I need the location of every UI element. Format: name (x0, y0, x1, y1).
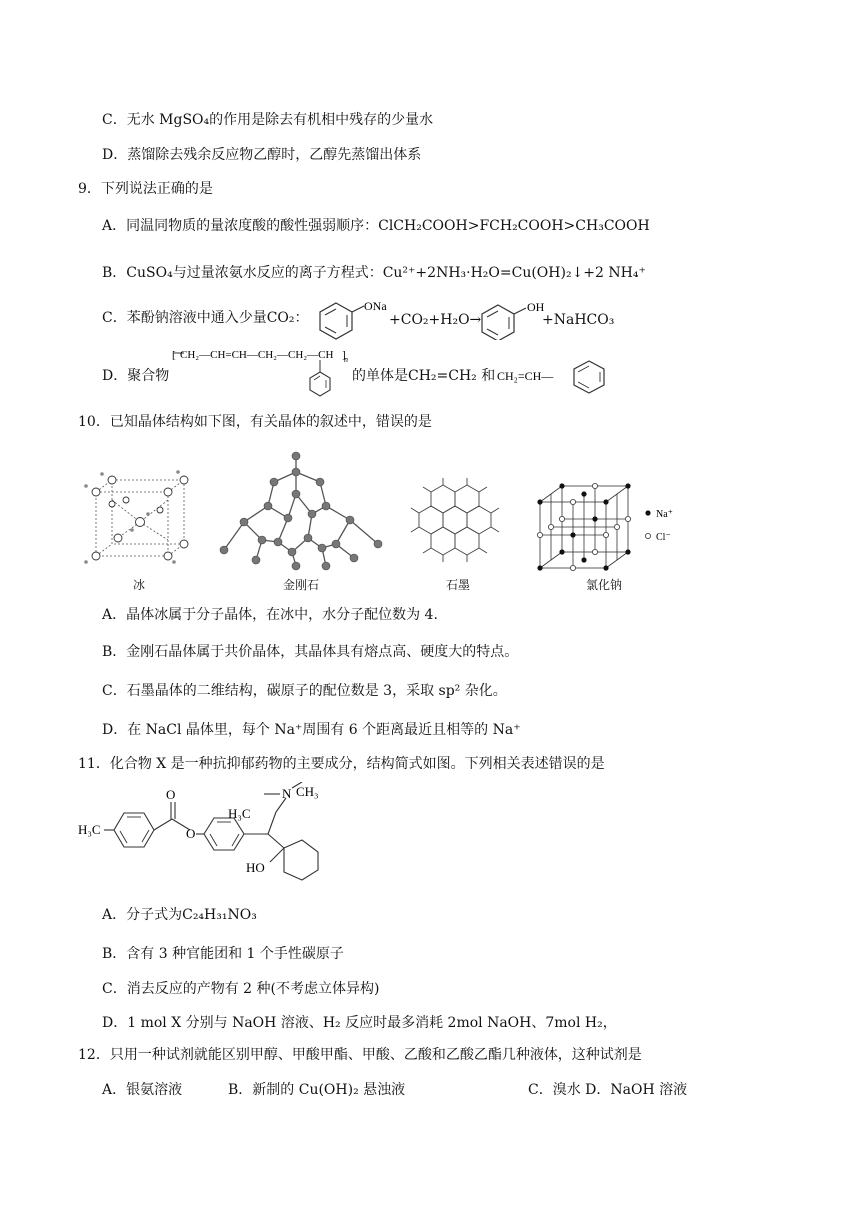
q11-option-c: C．消去反应的产物有 2 种(不考虑立体异构) (102, 981, 380, 997)
svg-text:O: O (166, 787, 176, 802)
q11-stem: 11．化合物 X 是一种抗抑郁药物的主要成分，结构简式如图。下列相关表述错误的是 (78, 756, 605, 772)
svg-text:n: n (344, 355, 348, 364)
svg-text:Na⁺: Na⁺ (656, 509, 673, 520)
caption-ice: 冰 (133, 578, 146, 592)
nacl-crystal-figure (532, 480, 682, 575)
q10-option-d: D．在 NaCl 晶体里，每个 Na⁺周围有 6 个距离最近且相等的 Na⁺ (102, 722, 521, 738)
q9-option-c-middle: +CO₂+H₂O→ (389, 312, 482, 328)
svg-text:[: [ (172, 349, 176, 361)
q11-option-d: D．1 mol X 分别与 NaOH 溶液、H₂ 反应时最多消耗 2mol NaOH、7mol H₂， (102, 1015, 617, 1031)
q12-option-c-d: C．溴水 D．NaOH 溶液 (528, 1082, 688, 1098)
svg-text:ONa: ONa (364, 299, 387, 313)
q9-option-c-label: C．苯酚钠溶液中通入少量CO₂： (102, 310, 309, 326)
svg-text:H₃C: H₃C (78, 822, 101, 837)
q12-stem: 12．只用一种试剂就能区别甲醇、甲酸甲酯、甲酸、乙酸和乙酸乙酯几种液体，这种试剂是 (78, 1047, 642, 1063)
svg-text:CH₂—CH=CH—CH₂—CH₂—CH: CH₂—CH=CH—CH₂—CH₂—CH (180, 349, 334, 361)
svg-text:N: N (282, 786, 292, 801)
q11-option-a: A．分子式为C₂₄H₃₁NO₃ (102, 907, 257, 923)
q9-option-a: A．同温同物质的量浓度酸的酸性强弱顺序：ClCH₂COOH>FCH₂COOH>CH₃COOH (102, 218, 650, 234)
q10-stem: 10．已知晶体结构如下图，有关晶体的叙述中，错误的是 (78, 414, 432, 430)
q9-option-c-end: +NaHCO₃ (542, 312, 615, 328)
ice-crystal-figure (78, 470, 198, 570)
svg-text:HO: HO (246, 860, 265, 875)
q9-stem: 9．下列说法正确的是 (78, 181, 213, 197)
q11-option-b: B．含有 3 种官能团和 1 个手性碳原子 (102, 946, 344, 962)
compound-x-structure (78, 782, 338, 886)
styrene-structure (497, 356, 612, 396)
graphite-crystal-figure (405, 478, 505, 568)
q12-option-b: B．新制的 Cu(OH)₂ 悬浊液 (228, 1082, 406, 1098)
svg-text:H₃C: H₃C (228, 806, 251, 821)
q8-option-d: D．蒸馏除去残余反应物乙醇时，乙醇先蒸馏出体系 (102, 147, 422, 163)
q9-option-d-middle: 的单体是CH₂=CH₂ 和 (352, 368, 496, 384)
polymer-structure (170, 344, 350, 400)
caption-diamond: 金刚石 (283, 578, 320, 592)
svg-text:CH₃: CH₃ (296, 784, 319, 799)
q9-option-d-label: D．聚合物 (102, 368, 170, 384)
q9-option-b: B．CuSO₄与过量浓氨水反应的离子方程式：Cu²⁺+2NH₃·H₂O=Cu(OH)₂↓+2 NH₄⁺ (102, 265, 646, 281)
caption-nacl: 氯化钠 (586, 578, 623, 592)
q12-option-a: A．银氨溶液 (102, 1082, 183, 1098)
q10-option-a: A．晶体冰属于分子晶体，在冰中，水分子配位数为 4. (102, 607, 438, 623)
caption-graphite: 石墨 (446, 578, 471, 592)
q10-option-b: B．金刚石晶体属于共价晶体，其晶体具有熔点高、硬度大的特点。 (102, 644, 519, 660)
diamond-crystal-figure (216, 448, 391, 573)
svg-text:CH₂=CH—: CH₂=CH— (497, 369, 554, 383)
svg-text:Cl⁻: Cl⁻ (656, 532, 671, 543)
svg-text:O: O (186, 826, 196, 841)
svg-text:]: ] (342, 349, 346, 361)
q10-option-c: C．石墨晶体的二维结构，碳原子的配位数是 3，采取 sp² 杂化。 (102, 683, 507, 699)
q8-option-c: C．无水 MgSO₄的作用是除去有机相中残存的少量水 (102, 112, 434, 128)
svg-text:OH: OH (527, 300, 545, 314)
